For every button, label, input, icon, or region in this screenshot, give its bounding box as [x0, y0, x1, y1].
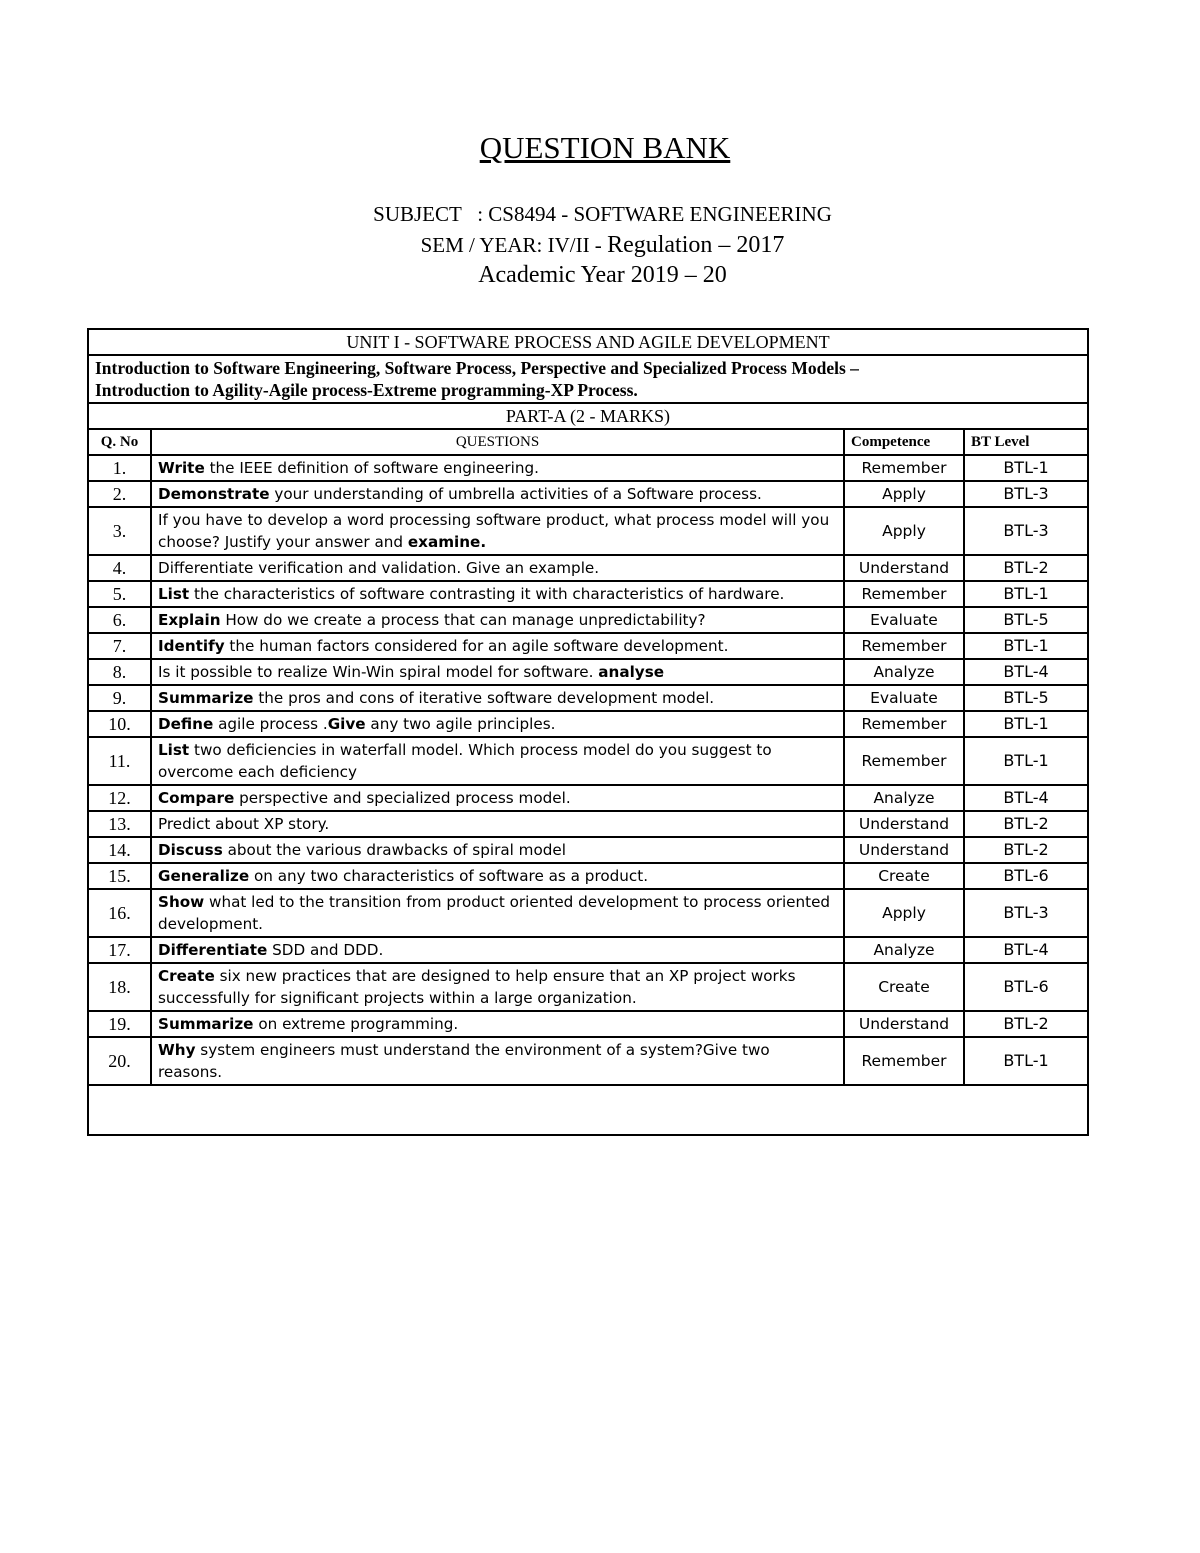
question-number: 13.	[88, 811, 151, 837]
unit-title: UNIT I - SOFTWARE PROCESS AND AGILE DEVELOPMENT	[88, 329, 1088, 355]
question-text	[151, 685, 844, 711]
syllabus-line-2: Introduction to Agility-Agile process-Extreme programming-XP Process.	[95, 380, 638, 400]
question-body: what led to the transition from product oriented development to process oriented development.	[158, 893, 831, 933]
competence-cell: Remember	[844, 455, 964, 481]
question-body: system engineers must understand the environment of a system?Give two reasons.	[158, 1041, 770, 1081]
table-row	[88, 581, 1088, 607]
part-title: PART-A (2 - MARKS)	[88, 403, 1088, 429]
competence-cell: Create	[844, 863, 964, 889]
question-text	[151, 1037, 844, 1085]
question-keyword: Explain	[158, 611, 221, 629]
question-number: 12.	[88, 785, 151, 811]
table-row	[88, 811, 1088, 837]
question-text	[151, 633, 844, 659]
question-body: six new practices that are designed to help ensure that an XP project works successfully for significant projects within a large organization.	[158, 967, 796, 1007]
question-body: the human factors considered for an agile software development.	[224, 637, 729, 655]
question-text	[151, 963, 844, 1011]
table-row	[88, 481, 1088, 507]
bt-level-cell: BTL-3	[964, 889, 1088, 937]
bt-level-cell: BTL-5	[964, 607, 1088, 633]
question-body: perspective and specialized process model.	[234, 789, 571, 807]
question-number: 4.	[88, 555, 151, 581]
table-row	[88, 507, 1088, 555]
question-keyword: Demonstrate	[158, 485, 270, 503]
question-keyword: analyse	[598, 663, 665, 681]
competence-cell: Remember	[844, 711, 964, 737]
question-number: 10.	[88, 711, 151, 737]
col-header-qno: Q. No	[88, 429, 151, 455]
page-title: QUESTION BANK	[479, 130, 731, 165]
part-row	[88, 403, 1088, 429]
question-body: any two agile principles.	[365, 715, 556, 733]
competence-cell: Understand	[844, 1011, 964, 1037]
question-text	[151, 607, 844, 633]
question-number: 6.	[88, 607, 151, 633]
question-keyword: List	[158, 585, 190, 603]
column-header-row	[88, 429, 1088, 455]
competence-cell: Understand	[844, 837, 964, 863]
question-body: Predict about XP story.	[158, 815, 330, 833]
question-text	[151, 481, 844, 507]
question-body: Differentiate verification and validation. Give an example.	[158, 559, 600, 577]
table-row	[88, 963, 1088, 1011]
competence-cell: Analyze	[844, 659, 964, 685]
syllabus	[88, 355, 1088, 403]
subject-line: SUBJECT : CS8494 - SOFTWARE ENGINEERING	[373, 202, 832, 226]
bt-level-cell: BTL-4	[964, 785, 1088, 811]
question-keyword: Write	[158, 459, 205, 477]
table-row	[88, 633, 1088, 659]
question-text	[151, 659, 844, 685]
table-row	[88, 1037, 1088, 1085]
question-keyword: Summarize	[158, 689, 254, 707]
competence-cell: Remember	[844, 581, 964, 607]
question-keyword: List	[158, 741, 190, 759]
question-keyword: Differentiate	[158, 941, 268, 959]
question-text	[151, 455, 844, 481]
question-number: 2.	[88, 481, 151, 507]
question-text	[151, 507, 844, 555]
bt-level-cell: BTL-5	[964, 685, 1088, 711]
question-number: 14.	[88, 837, 151, 863]
bt-level-cell: BTL-2	[964, 811, 1088, 837]
question-keyword: Give	[327, 715, 366, 733]
competence-cell: Remember	[844, 633, 964, 659]
question-keyword: examine.	[407, 533, 487, 551]
competence-cell: Apply	[844, 507, 964, 555]
bt-level-cell: BTL-1	[964, 711, 1088, 737]
competence-cell: Understand	[844, 811, 964, 837]
question-body: Is it possible to realize Win-Win spiral model for software.	[158, 663, 599, 681]
question-keyword: Generalize	[158, 867, 250, 885]
question-keyword: Identify	[158, 637, 225, 655]
question-keyword: Compare	[158, 789, 235, 807]
competence-cell: Create	[844, 963, 964, 1011]
bt-level-cell: BTL-1	[964, 633, 1088, 659]
question-body: your understanding of umbrella activities of a Software process.	[269, 485, 762, 503]
question-keyword: Summarize	[158, 1015, 254, 1033]
table-row	[88, 555, 1088, 581]
question-body: If you have to develop a word processing software product, what process model will you choose? Justify your answer and	[158, 511, 830, 551]
table-row	[88, 737, 1088, 785]
question-number: 9.	[88, 685, 151, 711]
question-text	[151, 937, 844, 963]
question-text	[151, 863, 844, 889]
question-number: 7.	[88, 633, 151, 659]
question-number: 15.	[88, 863, 151, 889]
regulation-text: Regulation – 2017	[607, 232, 785, 258]
question-number: 20.	[88, 1037, 151, 1085]
unit-title-row	[88, 329, 1088, 355]
question-text	[151, 737, 844, 785]
competence-cell: Evaluate	[844, 607, 964, 633]
table-row	[88, 455, 1088, 481]
syllabus-line-1: Introduction to Software Engineering, Software Process, Perspective and Specialized Process Models –	[95, 358, 859, 378]
bt-level-cell: BTL-3	[964, 507, 1088, 555]
col-header-competence: Competence	[844, 429, 964, 455]
competence-cell: Evaluate	[844, 685, 964, 711]
question-body: How do we create a process that can manage unpredictability?	[220, 611, 706, 629]
question-number: 11.	[88, 737, 151, 785]
competence-cell: Analyze	[844, 785, 964, 811]
question-number: 8.	[88, 659, 151, 685]
question-text	[151, 811, 844, 837]
question-body: the characteristics of software contrasting it with characteristics of hardware.	[189, 585, 785, 603]
competence-cell: Apply	[844, 481, 964, 507]
bt-level-cell: BTL-2	[964, 1011, 1088, 1037]
table-row	[88, 785, 1088, 811]
bt-level-cell: BTL-3	[964, 481, 1088, 507]
question-text	[151, 581, 844, 607]
question-text	[151, 711, 844, 737]
question-body: SDD and DDD.	[267, 941, 384, 959]
question-body: two deficiencies in waterfall model. Which process model do you suggest to overcome each deficiency	[158, 741, 772, 781]
competence-cell: Remember	[844, 737, 964, 785]
empty-cell	[88, 1085, 1088, 1135]
question-number: 18.	[88, 963, 151, 1011]
question-number: 17.	[88, 937, 151, 963]
table-row	[88, 837, 1088, 863]
bt-level-cell: BTL-4	[964, 659, 1088, 685]
table-row	[88, 863, 1088, 889]
bt-level-cell: BTL-2	[964, 555, 1088, 581]
question-number: 1.	[88, 455, 151, 481]
sem-year-line	[0, 232, 1200, 259]
syllabus-row	[88, 355, 1088, 403]
bt-level-cell: BTL-6	[964, 963, 1088, 1011]
bt-level-cell: BTL-6	[964, 863, 1088, 889]
empty-row	[88, 1085, 1088, 1135]
question-text	[151, 785, 844, 811]
table-row	[88, 1011, 1088, 1037]
question-keyword: Show	[158, 893, 205, 911]
table-row	[88, 685, 1088, 711]
col-header-bt-level: BT Level	[964, 429, 1088, 455]
question-body: agile process .	[213, 715, 328, 733]
bt-level-cell: BTL-1	[964, 1037, 1088, 1085]
question-number: 16.	[88, 889, 151, 937]
table-row	[88, 937, 1088, 963]
academic-year-line: Academic Year 2019 – 20	[478, 262, 727, 288]
question-body: on extreme programming.	[253, 1015, 459, 1033]
bt-level-cell: BTL-1	[964, 737, 1088, 785]
sem-year-text: SEM / YEAR: IV/II -	[420, 233, 608, 257]
question-body: on any two characteristics of software as a product.	[249, 867, 649, 885]
question-text	[151, 889, 844, 937]
bt-level-cell: BTL-2	[964, 837, 1088, 863]
question-text	[151, 555, 844, 581]
competence-cell: Analyze	[844, 937, 964, 963]
question-body: the pros and cons of iterative software development model.	[253, 689, 715, 707]
bt-level-cell: BTL-1	[964, 455, 1088, 481]
question-text	[151, 837, 844, 863]
table-row	[88, 607, 1088, 633]
question-number: 5.	[88, 581, 151, 607]
table-row	[88, 711, 1088, 737]
competence-cell: Understand	[844, 555, 964, 581]
bt-level-cell: BTL-1	[964, 581, 1088, 607]
col-header-questions: QUESTIONS	[151, 429, 844, 455]
question-body: about the various drawbacks of spiral model	[222, 841, 566, 859]
question-number: 3.	[88, 507, 151, 555]
table-row	[88, 889, 1088, 937]
question-bank-table	[87, 328, 1089, 1136]
question-keyword: Create	[158, 967, 215, 985]
question-keyword: Define	[158, 715, 214, 733]
bt-level-cell: BTL-4	[964, 937, 1088, 963]
question-keyword: Discuss	[158, 841, 223, 859]
table-row	[88, 659, 1088, 685]
question-number: 19.	[88, 1011, 151, 1037]
competence-cell: Remember	[844, 1037, 964, 1085]
question-text	[151, 1011, 844, 1037]
question-body: the IEEE definition of software engineering.	[204, 459, 539, 477]
question-keyword: Why	[158, 1041, 196, 1059]
competence-cell: Apply	[844, 889, 964, 937]
